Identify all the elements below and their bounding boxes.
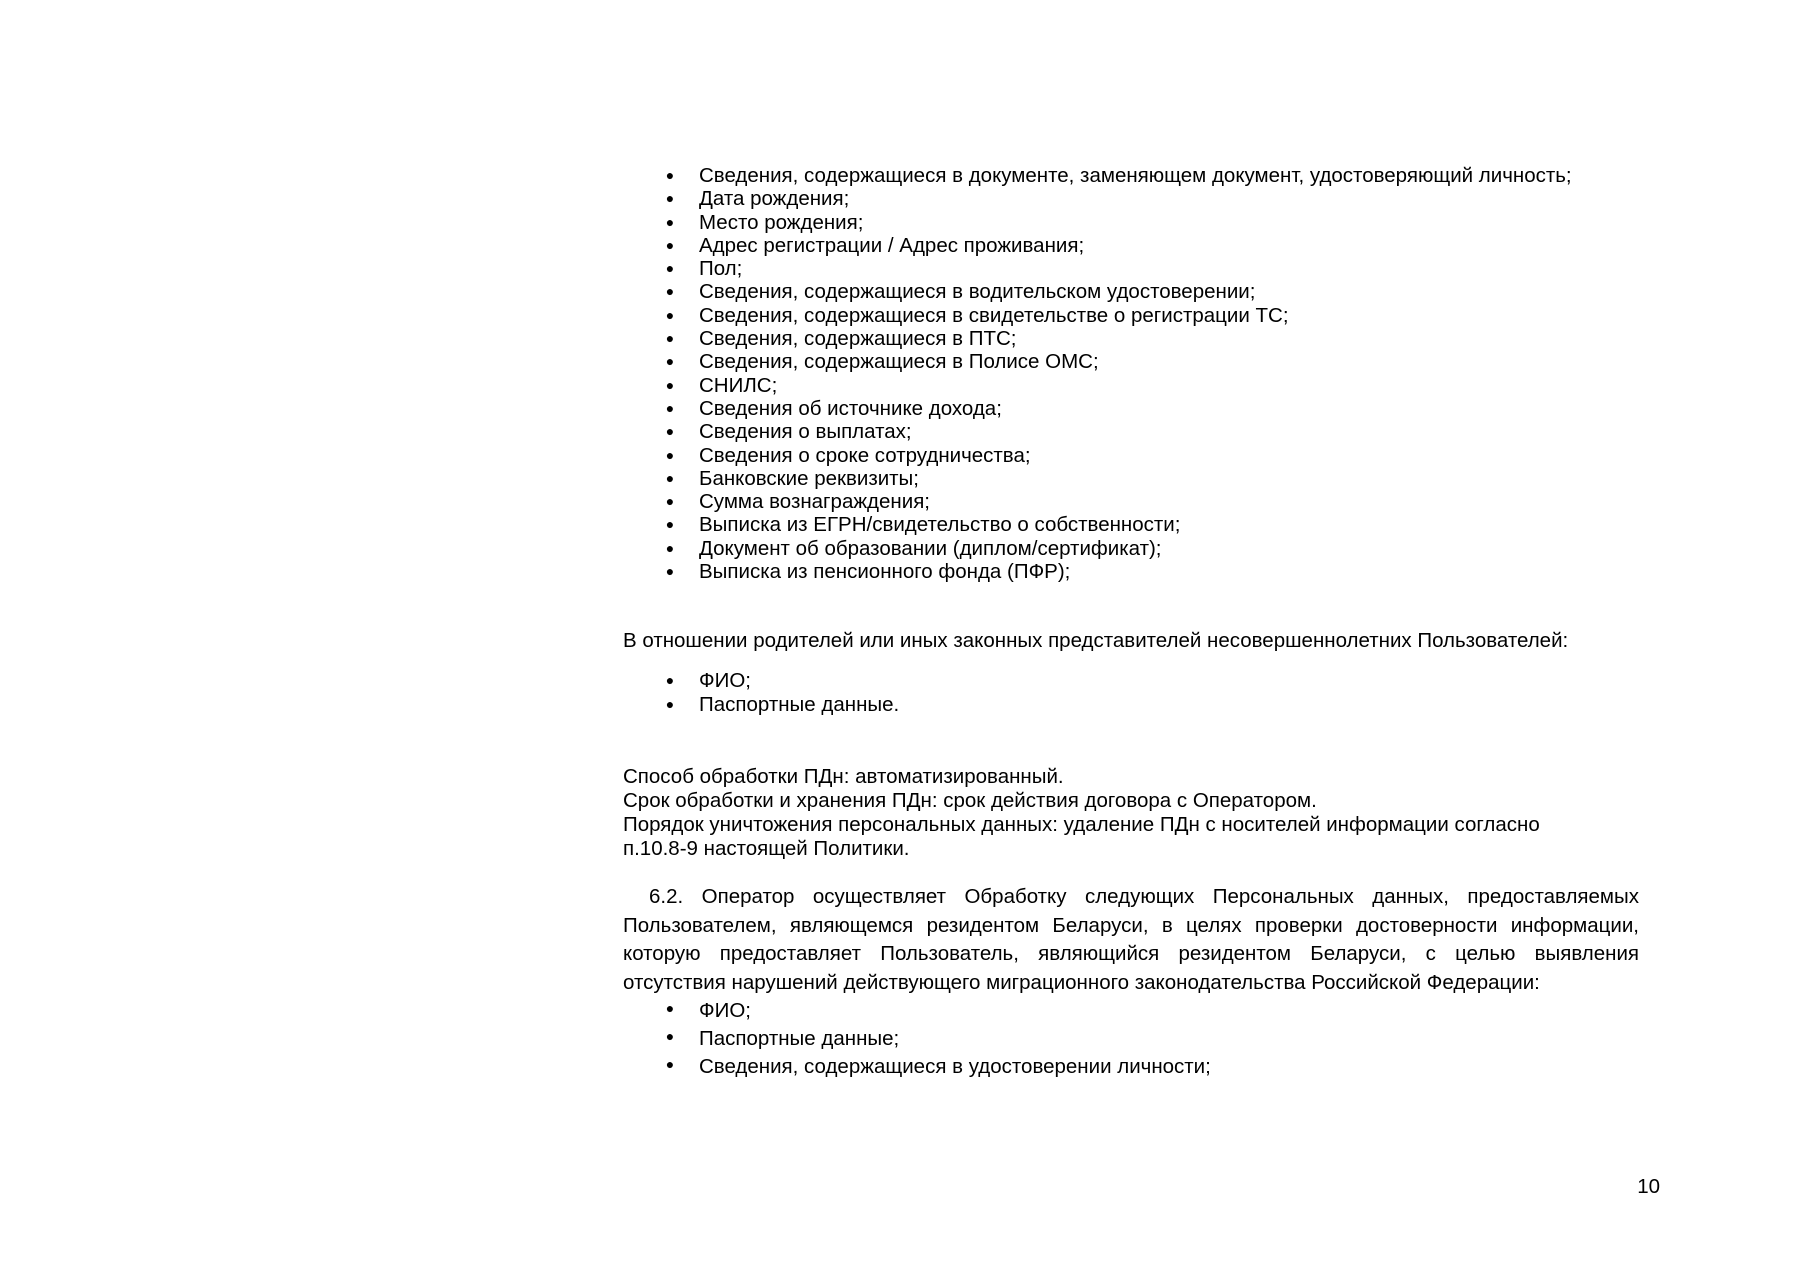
list-item: ● Сведения, содержащиеся в Полисе ОМС; [623, 350, 1639, 373]
bullet-icon: ● [665, 353, 675, 370]
list-item: ● Сведения, содержащиеся в ПТС; [623, 327, 1639, 350]
bullet-icon: ● [665, 376, 675, 393]
personal-data-list [623, 164, 1639, 583]
representatives-heading: В отношении родителей или иных законных представителей несовершеннолетних Пользователей: [623, 629, 1569, 653]
bullet-icon: ● [665, 516, 675, 533]
processing-method: Способ обработки ПДн: автоматизированный. [623, 765, 1064, 789]
bullet-icon: ● [665, 563, 675, 580]
bullet-icon: ● [665, 423, 675, 440]
bullet-icon: ● [665, 446, 675, 463]
bullet-icon: ● [665, 493, 675, 510]
list-item: ● Место рождения; [623, 211, 1639, 234]
bullet-icon: ● [665, 236, 675, 253]
list-item: ● Сведения о сроке сотрудничества; [623, 444, 1639, 467]
destruction-procedure-line-1: Порядок уничтожения персональных данных: удаление ПДн с носителей информации согласно [623, 813, 1540, 837]
list-item: ● ФИО; [623, 997, 1639, 1025]
list-item: ● Дата рождения; [623, 187, 1639, 210]
list-item: ● Сведения, содержащиеся в удостоверении личности; [623, 1053, 1639, 1081]
bullet-icon: ● [665, 672, 675, 689]
list-item: ● Сумма вознаграждения; [623, 490, 1639, 513]
list-item: ● Выписка из ЕГРН/свидетельство о собственности; [623, 513, 1639, 536]
representatives-data-list [623, 669, 1639, 717]
list-item: ● Сведения, содержащиеся в свидетельстве о регистрации ТС; [623, 304, 1639, 327]
list-item: ● Адрес регистрации / Адрес проживания; [623, 234, 1639, 257]
list-item: ● Сведения, содержащиеся в документе, заменяющем документ, удостоверяющий личность; [623, 164, 1639, 187]
processing-term: Срок обработки и хранения ПДн: срок действия договора с Оператором. [623, 789, 1317, 813]
list-item: ● Выписка из пенсионного фонда (ПФР); [623, 560, 1639, 583]
bullet-icon: ● [665, 283, 675, 300]
list-item: ● Пол; [623, 257, 1639, 280]
list-item: ● Сведения о выплатах; [623, 420, 1639, 443]
bullet-icon: ● [665, 330, 675, 347]
processing-terms [623, 765, 1639, 861]
bullet-icon: ● [665, 260, 675, 277]
bullet-icon: ● [665, 306, 675, 323]
list-item: ● ФИО; [623, 669, 1639, 693]
list-item: ● Сведения, содержащиеся в водительском удостоверении; [623, 280, 1639, 303]
bullet-icon: ● [665, 190, 675, 207]
bullet-icon: ● [665, 167, 675, 183]
list-item: ● Сведения об источнике дохода; [623, 397, 1639, 420]
destruction-procedure-line-2: п.10.8-9 настоящей Политики. [623, 837, 910, 861]
list-item: ● Паспортные данные. [623, 693, 1639, 717]
bullet-icon: ● [665, 539, 675, 556]
page-content [623, 164, 1639, 1081]
section-6-2-paragraph: 6.2. Оператор осуществляет Обработку следующих Персональных данных, предоставляемых Пользователем, являющемся резидентом Беларуси, в целях проверки достоверности информации, которую предоставляет Пользователь, являющийся резидентом Беларуси, с целью выявления отсутствия нарушений действующего миграционного законодательства Российской Федерации: [623, 885, 1639, 994]
bullet-icon: ● [665, 1056, 675, 1073]
bullet-icon: ● [665, 1000, 675, 1017]
bullet-icon: ● [665, 1028, 675, 1045]
bullet-icon: ● [665, 469, 675, 486]
bullet-icon: ● [665, 696, 675, 713]
list-item: ● Паспортные данные; [623, 1025, 1639, 1053]
page-number: 10 [1637, 1175, 1660, 1198]
list-item: ● Банковские реквизиты; [623, 467, 1639, 490]
belarus-resident-data-list [623, 997, 1639, 1081]
bullet-icon: ● [665, 213, 675, 230]
list-item: ● Документ об образовании (диплом/сертификат); [623, 537, 1639, 560]
list-item: ● СНИЛС; [623, 374, 1639, 397]
bullet-icon: ● [665, 399, 675, 416]
